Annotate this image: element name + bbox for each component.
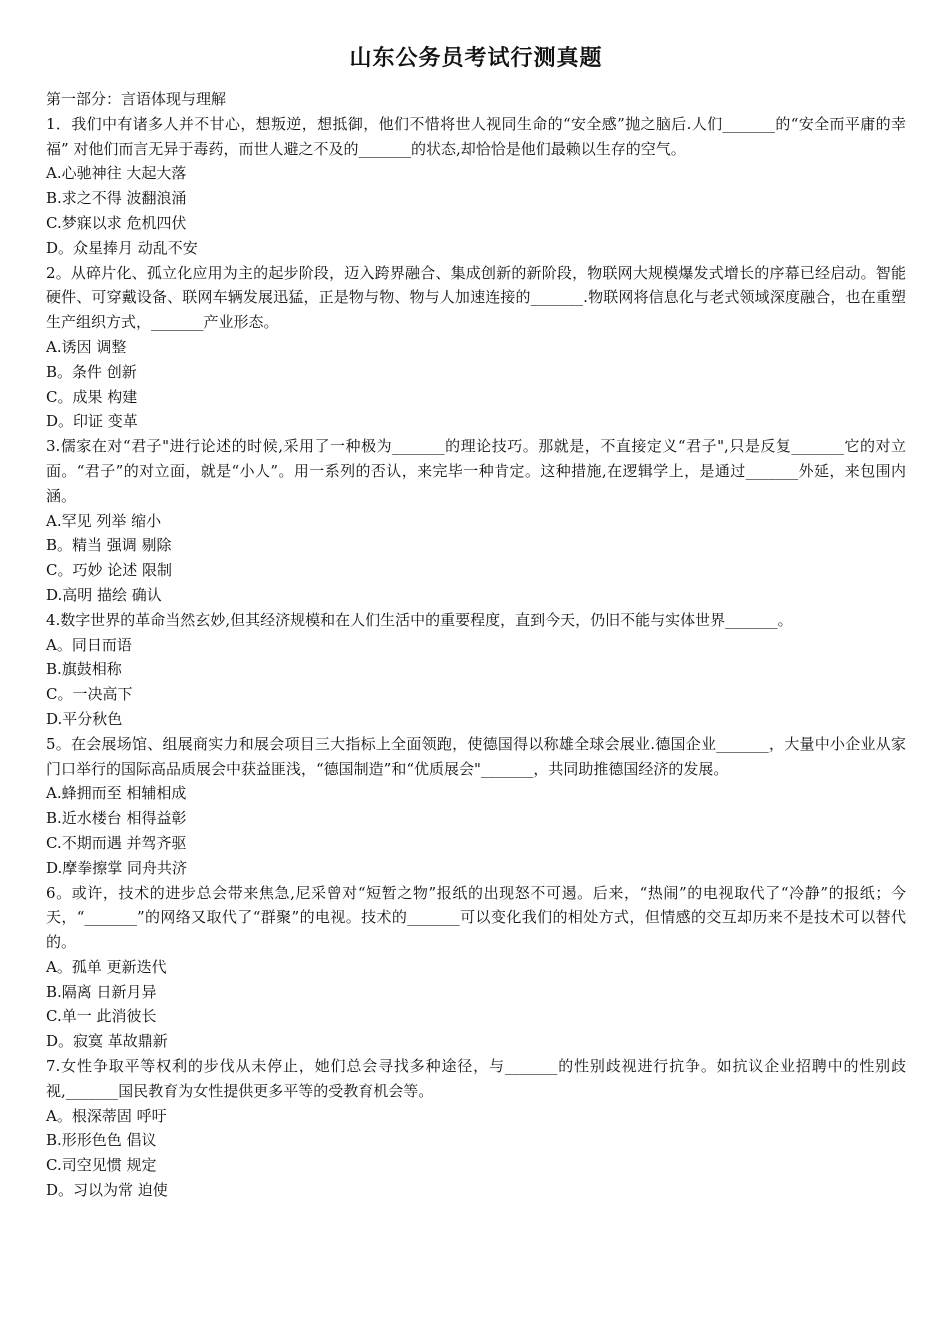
question-6 — [46, 881, 906, 1055]
option-b: B.形形色色 倡议 — [46, 1131, 157, 1150]
option-d: D.高明 描绘 确认 — [46, 585, 162, 604]
section-heading: 第一部分：言语体现与理解 — [46, 90, 227, 108]
question-7 — [46, 1054, 906, 1203]
option-c: C.梦寐以求 危机四伏 — [46, 213, 187, 232]
option-a: A.蜂拥而至 相辅相成 — [46, 784, 187, 803]
option-d: D.平分秋色 — [46, 709, 123, 728]
option-d: D。习以为常 迫使 — [46, 1181, 168, 1200]
question-text: 3.儒家在对“君子"进行论述的时候,采用了一种极为_______的理论技巧。那就是，不直接定义“君子",只是反复_______它的对立面。“君子”的对立面，就是“小人”。用一系列的否认，来完毕一种肯定。这种措施,在逻辑学上，是通过_______外延，来包围内涵。 — [46, 437, 906, 505]
document-title: 山东公务员考试行测真题 — [349, 46, 603, 71]
question-2 — [46, 261, 906, 435]
option-a: A。根深蒂固 呼吁 — [46, 1106, 167, 1125]
option-b: B.旗鼓相称 — [46, 660, 122, 679]
option-d: D。寂寞 革故鼎新 — [46, 1032, 168, 1051]
option-c: C.不期而遇 并驾齐驱 — [46, 833, 187, 852]
option-d: D.摩拳擦掌 同舟共济 — [46, 858, 188, 877]
option-c: C.单一 此消彼长 — [46, 1007, 157, 1026]
question-1 — [46, 112, 906, 261]
question-4 — [46, 608, 906, 732]
option-a: A.心驰神往 大起大落 — [46, 164, 187, 183]
option-b: B.求之不得 波翻浪涌 — [46, 189, 187, 208]
option-b: B.近水楼台 相得益彰 — [46, 809, 187, 828]
option-d: D。众星捧月 动乱不安 — [46, 238, 198, 257]
option-b: B.隔离 日新月异 — [46, 982, 157, 1001]
question-text: 6。或许，技术的进步总会带来焦急,尼采曾对“短暂之物”报纸的出现怒不可遏。后来，“热闹”的电视取代了“冷静”的报纸；今天，“_______”的网络又取代了“群聚”的电视。技术的_______可以变化我们的相处方式，但情感的交互却历来不是技术可以替代的。 — [46, 883, 906, 952]
question-3 — [46, 434, 906, 608]
question-5 — [46, 732, 906, 881]
question-text: 1．我们中有诸多人并不甘心，想叛逆，想抵御，他们不惜将世人视同生命的“安全感”抛之脑后.人们_______的“安全而平庸的幸福” 对他们而言无异于毒药，而世人避之不及的_______的状态,却恰恰是他们最赖以生存的空气。 — [46, 114, 906, 158]
option-a: A。同日而语 — [46, 635, 132, 654]
option-c: C。一决高下 — [46, 685, 133, 704]
option-c: C。巧妙 论述 限制 — [46, 561, 173, 580]
option-a: A.罕见 列举 缩小 — [46, 511, 162, 530]
option-b: B。条件 创新 — [46, 362, 137, 381]
option-a: A.诱因 调整 — [46, 337, 127, 356]
option-b: B。精当 强调 剔除 — [46, 536, 172, 555]
option-c: C.司空见惯 规定 — [46, 1156, 157, 1175]
question-text: 4.数字世界的革命当然玄妙,但其经济规模和在人们生活中的重要程度，直到今天，仍旧不能与实体世界_______。 — [46, 610, 793, 629]
option-c: C。成果 构建 — [46, 387, 138, 406]
question-text: 2。从碎片化、孤立化应用为主的起步阶段，迈入跨界融合、集成创新的新阶段，物联网大规模爆发式增长的序幕已经启动。智能硬件、可穿戴设备、联网车辆发展迅猛，正是物与物、物与人加速连接的_______.物联网将信息化与老式领域深度融合，也在重塑生产组织方式，_______产业形态。 — [46, 263, 906, 332]
option-d: D。印证 变革 — [46, 412, 138, 431]
option-a: A。孤单 更新迭代 — [46, 957, 167, 976]
question-text: 7.女性争取平等权利的步伐从未停止，她们总会寻找多种途径，与_______的性别歧视进行抗争。如抗议企业招聘中的性别歧视,_______国民教育为女性提供更多平等的受教育机会等。 — [46, 1057, 906, 1100]
question-text: 5。在会展场馆、组展商实力和展会项目三大指标上全面领跑，使德国得以称雄全球会展业.德国企业_______，大量中小企业从家门口举行的国际高品质展会中获益匪浅，“德国制造”和“优质展会"_______，共同助推德国经济的发展。 — [46, 734, 906, 778]
